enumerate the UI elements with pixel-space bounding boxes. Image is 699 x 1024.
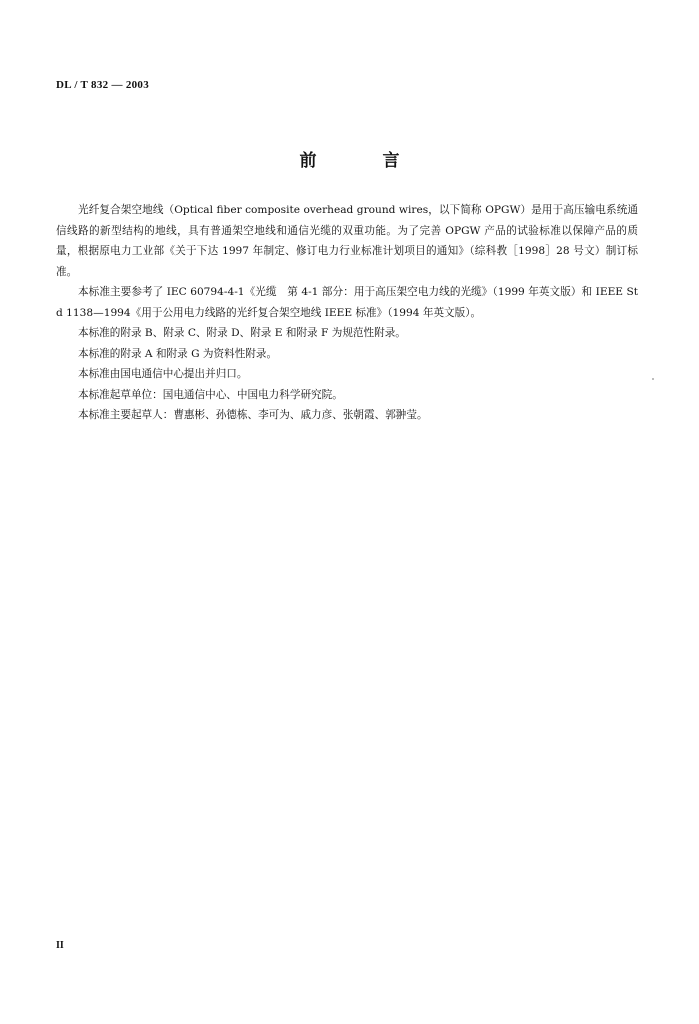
paragraph-drafters: 本标准主要起草人：曹惠彬、孙德栋、李可为、戚力彦、张朝霞、郭翀莹。: [78, 409, 428, 421]
title-char-2: 言: [382, 151, 400, 171]
paragraph-informative-annexes: 本标准的附录 A 和附录 G 为资料性附录。: [78, 347, 278, 360]
paragraph-drafting-units: 本标准起草单位：国电通信中心、中国电力科学研究院。: [78, 388, 343, 401]
paragraph-proposer: 本标准由国电通信中心提出并归口。: [78, 368, 248, 380]
page-title: [0, 146, 699, 171]
standard-code: DL / T 832 — 2003: [56, 79, 150, 91]
foreword-body: [56, 200, 638, 426]
page-number: II: [56, 940, 64, 951]
paragraph-references: 本标准主要参考了 IEC 60794-4-1《光缆 第 4-1 部分：用于高压架空电力线的光缆》（1999 年英文版）和 IEEE Std 1138—1994《用于公用电力线路的光纤复合架空地线 IEEE 标准》（1994 年英文版）。: [56, 286, 638, 319]
scan-speck: [652, 378, 654, 380]
paragraph-intro: 光纤复合架空地线（Optical fiber composite overhead ground wires，以下简称 OPGW）是用于高压输电系统通信线路的新型结构的地线，具有普通架空地线和通信光缆的双重功能。为了完善 OPGW 产品的试验标准以保障产品的质量，根据原电力工业部《关于下达 1997 年制定、修订电力行业标准计划项目的通知》（综科教［1998］28 号文）制订标准。: [56, 204, 638, 278]
paragraph-normative-annexes: 本标准的附录 B、附录 C、附录 D、附录 E 和附录 F 为规范性附录。: [78, 327, 406, 339]
title-char-1: 前: [299, 151, 317, 171]
